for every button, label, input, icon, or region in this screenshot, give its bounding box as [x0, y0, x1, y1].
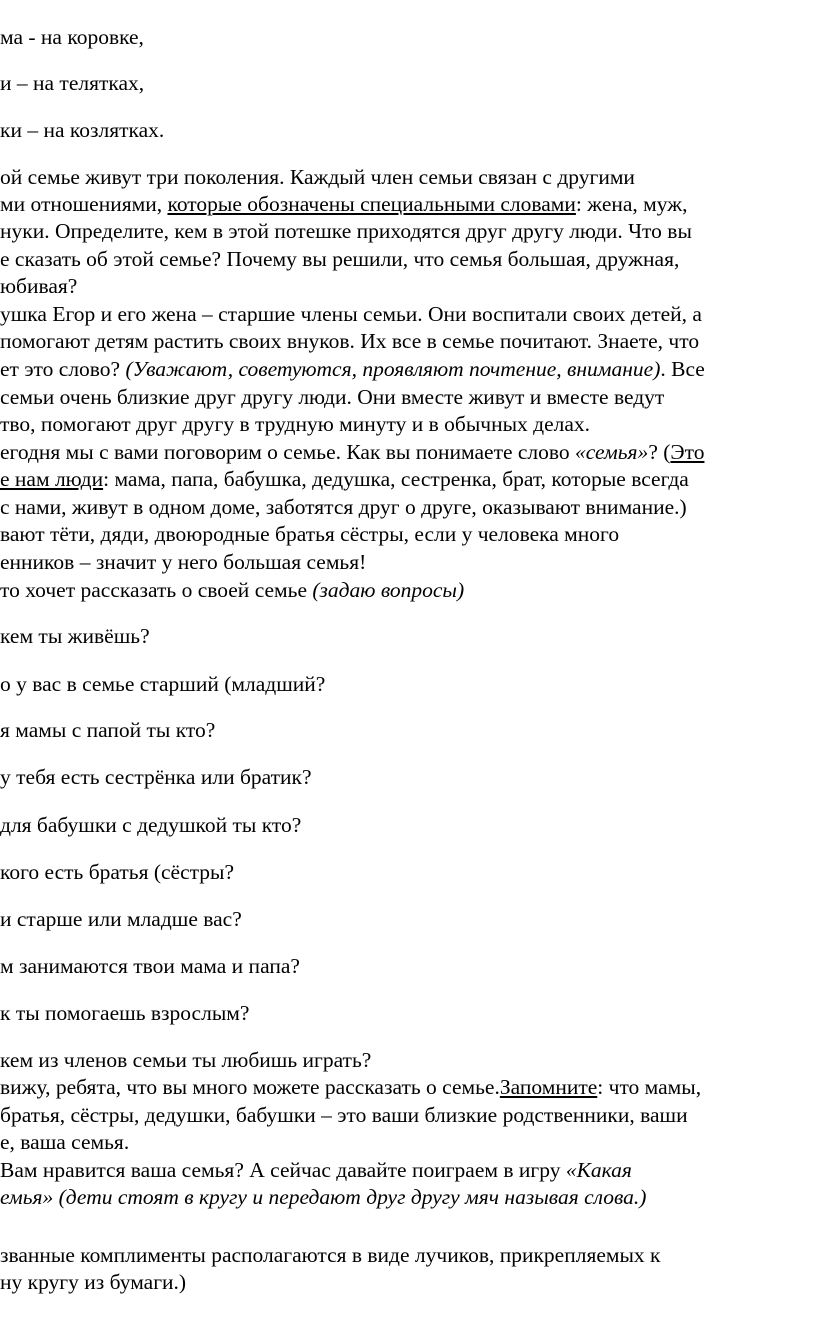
- paragraph-4-line-3: с нами, живут в одном доме, заботятся друг о друге, оказывают внимание.): [0, 495, 687, 519]
- paragraph-2-line-3: нуки. Определите, кем в этой потешке приходятся друг другу люди. Что вы: [0, 219, 692, 243]
- paragraph-3-line-2: помогают детям растить своих внуков. Их все в семье почитают. Знаете, что: [0, 329, 700, 353]
- underlined-word: Это: [670, 440, 705, 464]
- paragraph-5-line-1: вижу, ребята, что вы много можете рассказать о семье.Запомните: что мамы,: [0, 1075, 702, 1099]
- paragraph-3-line-3: ет это слово? (Уважают, советуются, проявляют почтение, внимание). Все: [0, 357, 705, 381]
- rhyme-line-2: и – на телятках,: [0, 71, 145, 95]
- question-8: м занимаются твои мама и папа?: [0, 954, 300, 978]
- paragraph-4-line-1: егодня мы с вами поговорим о семье. Как вы понимаете слово «семья»? (Это: [0, 440, 705, 464]
- question-5: для бабушки с дедушкой ты кто?: [0, 813, 302, 837]
- paragraph-4-line-5: енников – значит у него большая семья!: [0, 550, 367, 574]
- paragraph-4-line-6: то хочет рассказать о своей семье (задаю вопросы): [0, 578, 465, 602]
- italic-note: (задаю вопросы): [312, 578, 465, 602]
- question-4: у тебя есть сестрёнка или братик?: [0, 765, 312, 789]
- italic-answer: (Уважают, советуются, проявляют почтение, внимание): [125, 357, 661, 381]
- underlined-word: Запомните: [499, 1075, 598, 1099]
- rhyme-line-3: ки – на козлятках.: [0, 118, 165, 142]
- paragraph-2-line-4: е сказать об этой семье? Почему вы решили, что семья большая, дружная,: [0, 247, 680, 271]
- question-1: кем ты живёшь?: [0, 624, 150, 648]
- paragraph-3-line-5: тво, помогают друг другу в трудную минуту и в обычных делах.: [0, 412, 591, 436]
- paragraph-2-line-5: юбивая?: [0, 274, 78, 298]
- rhyme-line-1: ма - на коровке,: [0, 25, 144, 49]
- paragraph-3-line-4: семьи очень близкие друг другу люди. Они вместе живут и вместе ведут: [0, 385, 665, 409]
- italic-game-title: «Какая: [565, 1158, 632, 1182]
- question-2: о у вас в семье старший (младший?: [0, 672, 326, 696]
- paragraph-7-line-1: званные комплименты располагаются в виде лучиков, прикрепляемых к: [0, 1243, 661, 1267]
- paragraph-3-line-1: ушка Егор и его жена – старшие члены семьи. Они воспитали своих детей, а: [0, 302, 702, 326]
- question-10: кем из членов семьи ты любишь играть?: [0, 1048, 372, 1072]
- paragraph-5-line-2: братья, сёстры, дедушки, бабушки – это ваши близкие родственники, ваши: [0, 1103, 688, 1127]
- paragraph-6-line-1: Вам нравится ваша семья? А сейчас давайте поиграем в игру «Какая: [0, 1158, 632, 1182]
- question-6: кого есть братья (сёстры?: [0, 860, 235, 884]
- paragraph-4-line-4: вают тёти, дяди, двоюродные братья сёстры, если у человека много: [0, 522, 620, 546]
- question-7: и старше или младше вас?: [0, 907, 242, 931]
- question-3: я мамы с папой ты кто?: [0, 718, 216, 742]
- paragraph-2-line-2: ми отношениями, которые обозначены специальными словами: жена, муж,: [0, 192, 688, 216]
- paragraph-6-line-2: емья» (дети стоят в кругу и передают друг другу мяч называя слова.): [0, 1185, 647, 1209]
- paragraph-4-line-2: е нам люди: мама, папа, бабушка, дедушка, сестренка, брат, которые всегда: [0, 467, 689, 491]
- underlined-phrase: которые обозначены специальными словами: [167, 192, 576, 216]
- paragraph-2-line-1: ой семье живут три поколения. Каждый член семьи связан с другими: [0, 165, 635, 189]
- question-9: к ты помогаешь взрослым?: [0, 1001, 250, 1025]
- italic-word: «семья»: [575, 440, 649, 464]
- paragraph-5-line-3: е, ваша семья.: [0, 1130, 130, 1154]
- underlined-phrase: е нам люди: [0, 467, 104, 491]
- paragraph-7-line-2: ну кругу из бумаги.): [0, 1270, 187, 1294]
